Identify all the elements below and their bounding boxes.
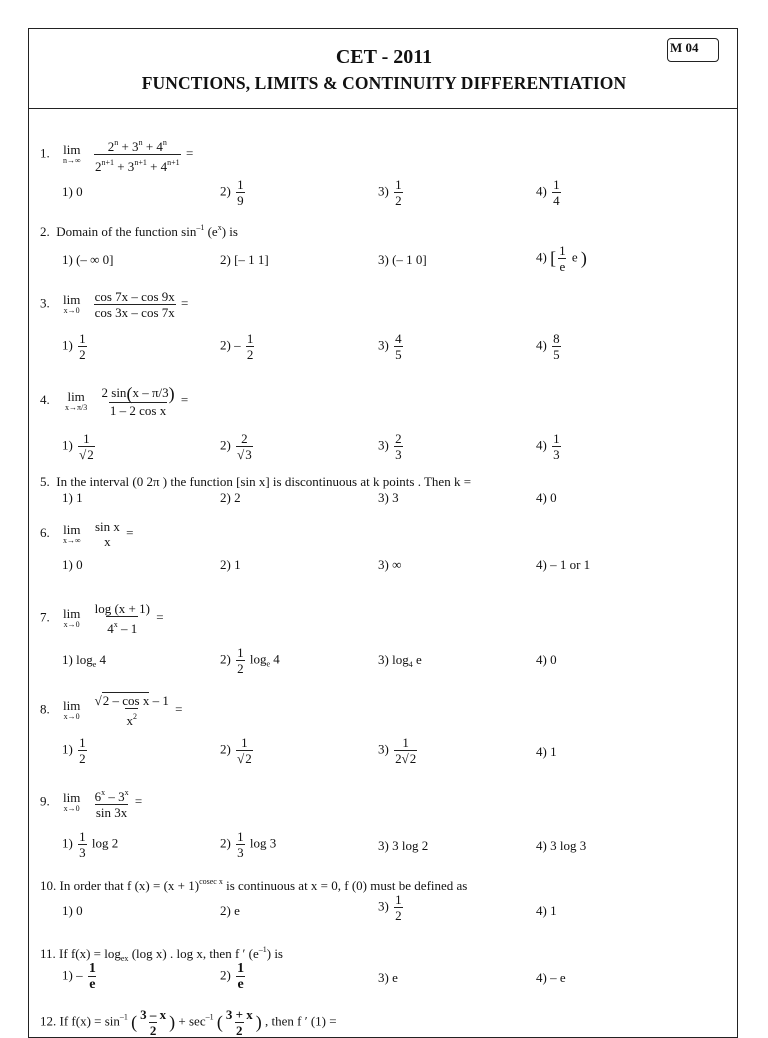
question-7: 7. lim x→0 $\frac{\log (x + 1)}{4^x - 1}$ = (40, 601, 164, 636)
question-8: 8. lim x→0 $\frac{\text{√2 – cos x – 1}}{x^2}$ = (40, 693, 183, 728)
option[interactable]: 1) 0 (62, 557, 83, 572)
option[interactable]: 2) 1 (220, 557, 241, 572)
question-2: 2. Domain of the function $\sin^{-1} (e^x)$ is (40, 223, 238, 239)
option[interactable]: 3) 3 log 2 (378, 838, 429, 853)
option[interactable]: 4) 1 (536, 903, 557, 918)
option[interactable]: 2) – $\frac{1}{2}$ (220, 331, 254, 362)
option[interactable]: 3) 3 (378, 490, 399, 505)
question-9: 9. lim x→0 $\frac{6^x - 3^x}{\sin 3x}$ = (40, 788, 143, 820)
option[interactable]: 1) $\frac{1}{√2}$ (62, 431, 94, 462)
option[interactable]: 1) 0 (62, 903, 83, 918)
paper-code-box: M 04 (667, 38, 719, 62)
option[interactable]: 2) $\frac{1}{9}$ (220, 177, 244, 208)
question-4: 4. lim x→π/3 $\frac{2 \sin(x - \pi/3)}{\text{1 – 2 cos x}}$ = (40, 383, 189, 418)
option[interactable]: 3) $\frac{2}{3}$ (378, 431, 402, 462)
header-divider (28, 108, 738, 109)
question-5: 5. In the interval (0 2π ) the function [sin x] is discontinuous at k points . Then k = (40, 474, 472, 489)
option[interactable]: 2) $\frac{1}{√2}$ (220, 735, 252, 766)
option[interactable]: 4) $\frac{8}{5}$ (536, 331, 560, 362)
question-11: 11. If $f(x) = \log_{ex} (\log$ x) . log x, then f ′ $(e^{-1})$ is (40, 945, 283, 963)
option[interactable]: 1) 0 (62, 184, 83, 199)
option[interactable]: 3) $\frac{1}{2}$ (378, 892, 402, 923)
option[interactable]: 1) $\frac{1}{2}$ (62, 331, 86, 362)
page-title: CET - 2011 (335, 46, 433, 68)
option[interactable]: 1) $\frac{1}{2}$ (62, 735, 86, 766)
question-12: 12. If $f(x) = \sin^{-1}$ ( $\frac{3 - x}{2}$ ) + $\sec^{-1}$ ( $\frac{3 + x}{2}$ ) , then f ′ (1) = (40, 1007, 337, 1038)
option[interactable]: 2) $\frac{1}{e}$ (220, 961, 245, 992)
option[interactable]: 2) $\frac{1}{3}$ log 3 (220, 829, 277, 860)
option[interactable]: 1) $\log_e 4$ (62, 652, 107, 669)
option[interactable]: 2) $\frac{2}{√3}$ (220, 431, 252, 462)
option[interactable]: 3) (– 1 0] (378, 252, 427, 267)
option[interactable]: 3) ∞ (378, 557, 402, 572)
option[interactable]: 2) e (220, 903, 240, 918)
option[interactable]: 4) – e (536, 970, 566, 985)
option[interactable]: 2) $\frac{1}{2}$ $\log_e 4$ (220, 645, 280, 676)
option[interactable]: 3) $\log_4 e$ (378, 652, 422, 669)
option[interactable]: 1) 1 (62, 490, 83, 505)
option[interactable]: 4) – 1 or 1 (536, 557, 591, 572)
option[interactable]: 4) [ $\frac{1}{e}$ e ) (536, 243, 587, 274)
page-subtitle: FUNCTIONS, LIMITS & CONTINUITY DIFFERENTIATION (141, 73, 627, 93)
option[interactable]: 3) $\frac{1}{2}$ (378, 177, 402, 208)
option[interactable]: 3) $\frac{4}{5}$ (378, 331, 402, 362)
question-10: 10. In order that f $(x) = (x + 1)^{cosec x}$ is continuous at x = 0, f (0) must be defined as (40, 877, 468, 893)
question-3: 3. lim x→0 $\frac{\cos 7x - \cos 9x}{\cos 3x - \cos 7x}$ = (40, 289, 189, 320)
option[interactable]: 4) 1 (536, 744, 557, 759)
option[interactable]: 3) e (378, 970, 398, 985)
option[interactable]: 1) $\frac{1}{3}$ log 2 (62, 829, 119, 860)
option[interactable]: 4) $\frac{1}{4}$ (536, 177, 560, 208)
option[interactable]: 4) 0 (536, 490, 557, 505)
limit-symbol: lim n→∞ (63, 142, 81, 165)
option[interactable]: 1) – $\frac{1}{e}$ (62, 961, 96, 992)
fraction: $\frac{2^n + 3^n + 4^n}{2^{n+1} + 3^{n+1} + 4^{n+1}}$ (94, 138, 180, 174)
option[interactable]: 2) [– 1 1] (220, 252, 269, 267)
option[interactable]: 4) 3 log 3 (536, 838, 587, 853)
option[interactable]: 1) (– ∞ 0] (62, 252, 114, 267)
question-6: 6. lim x→∞ sin x x = (40, 519, 134, 549)
option[interactable]: 4) 0 (536, 652, 557, 667)
option[interactable]: 4) $\frac{1}{3}$ (536, 431, 560, 462)
option[interactable]: 3) $\frac{1}{2√2}$ (378, 735, 417, 766)
question-number: 1. (40, 145, 50, 161)
question-1: 1. lim n→∞ $\frac{2^n + 3^n + 4^n}{2^{n+1} + 3^{n+1} + 4^{n+1}}$ = (40, 138, 194, 174)
option[interactable]: 2) 2 (220, 490, 241, 505)
